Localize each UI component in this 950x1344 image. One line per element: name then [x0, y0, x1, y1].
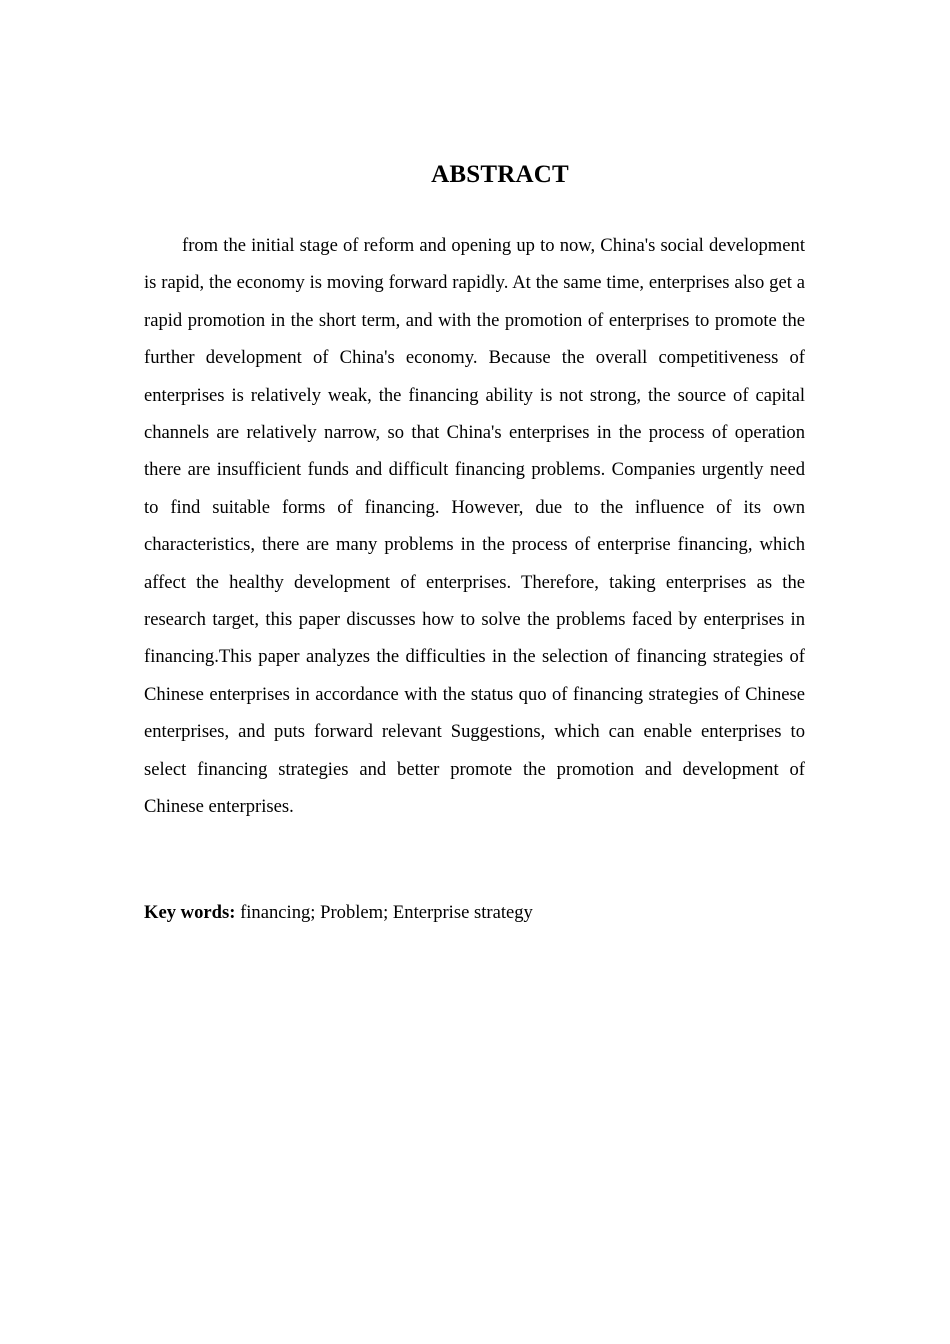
abstract-title: ABSTRACT: [431, 161, 569, 188]
keywords-value: financing; Problem; Enterprise strategy: [240, 902, 533, 923]
keywords-line: [144, 896, 805, 930]
keywords-label: Key words:: [144, 902, 236, 923]
abstract-body: from the initial stage of reform and opening up to now, China's social development is rapid, the economy is moving forward rapidly. At the same time, enterprises also get a rapid promotion in the short term, and with the promotion of enterprises to promote the further development of China's economy. Because the overall competitiveness of enterprises is relatively weak, the financing ability is not strong, the source of capital channels are relatively narrow, so that China's enterprises in the process of operation there are insufficient funds and difficult financing problems. Companies urgently need to find suitable forms of financing. However, due to the influence of its own characteristics, there are many problems in the process of enterprise financing, which affect the healthy development of enterprises. Therefore, taking enterprises as the research target, this paper discusses how to solve the problems faced by enterprises in financing.This paper analyzes the difficulties in the selection of financing strategies of Chinese enterprises in accordance with the status quo of financing strategies of Chinese enterprises, and puts forward relevant Suggestions, which can enable enterprises to select financing strategies and better promote the promotion and development of Chinese enterprises.: [144, 235, 805, 818]
